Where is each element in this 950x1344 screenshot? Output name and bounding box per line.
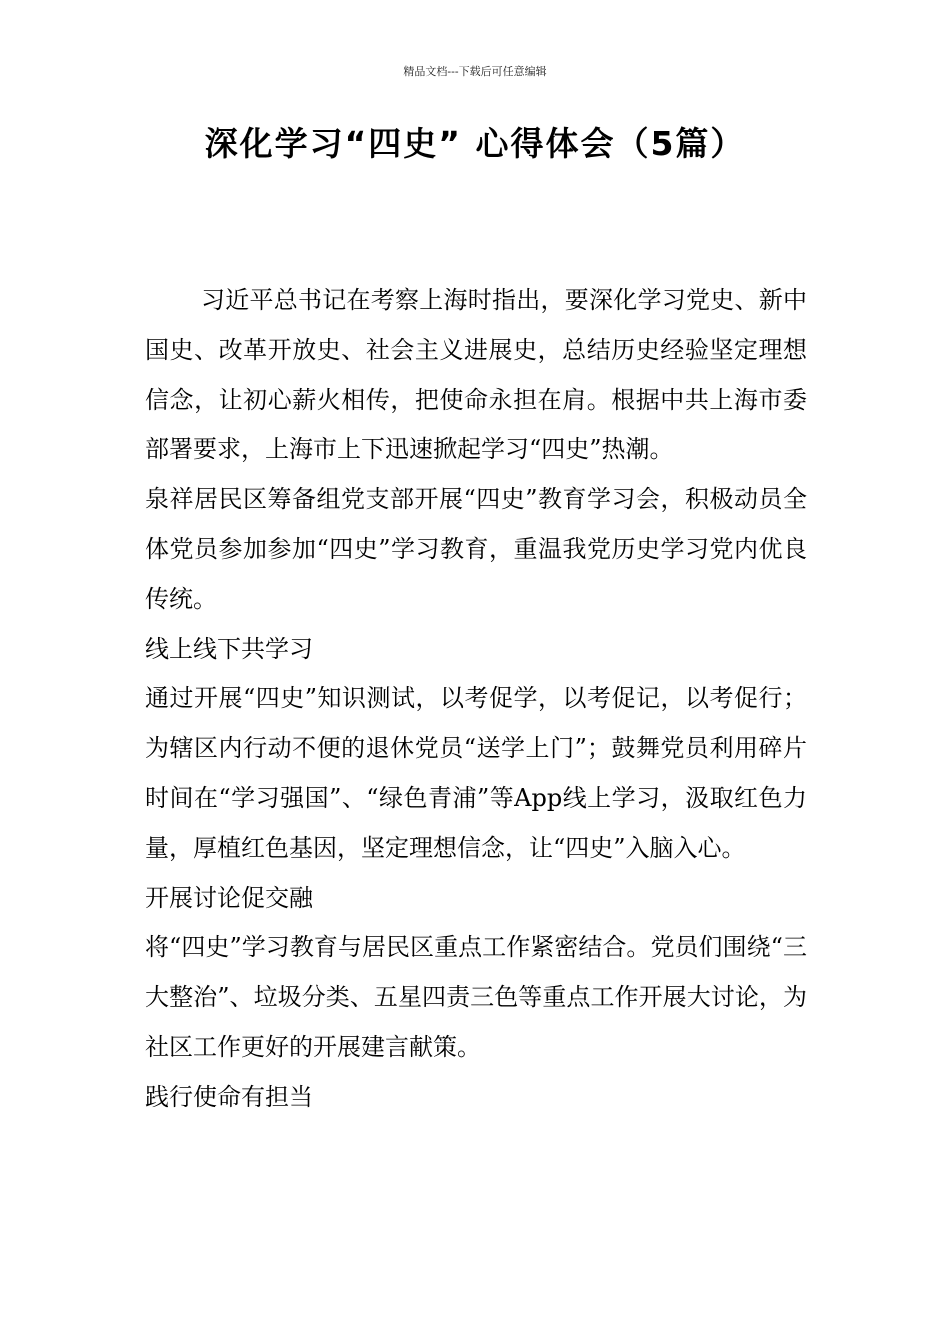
section-heading-discussion: 开展讨论促交融 bbox=[145, 883, 313, 912]
page-header: 精品文档---下载后可任意编辑 bbox=[403, 65, 547, 78]
document-title: 深化学习“四史” 心得体会（5篇） bbox=[204, 124, 746, 163]
paragraph-study-meeting: 泉祥居民区筹备组党支部开展“四史”教育学习会，积极动员全体党员参加参加“四史”学习教育，重温我党历史学习党内优良传统。 bbox=[145, 485, 807, 613]
section-heading-online-offline: 线上线下共学习 bbox=[145, 634, 313, 663]
section-heading-mission: 践行使命有担当 bbox=[145, 1082, 313, 1111]
paragraph-online-offline: 通过开展“四史”知识测试，以考促学，以考促记，以考促行；为辖区内行动不便的退休党员“送学上门”；鼓舞党员利用碎片时间在“学习强国”、“绿色青浦”等App线上学习，汲取红色力量，厚植红色基因，坚定理想信念，让“四史”入脑入心。 bbox=[145, 684, 807, 862]
paragraph-discussion: 将“四史”学习教育与居民区重点工作紧密结合。党员们围绕“三大整治”、垃圾分类、五星四责三色等重点工作开展大讨论，为社区工作更好的开展建言献策。 bbox=[145, 933, 807, 1061]
paragraph-intro: 习近平总书记在考察上海时指出，要深化学习党史、新中国史、改革开放史、社会主义进展史，总结历史经验坚定理想信念，让初心薪火相传，把使命永担在肩。根据中共上海市委部署要求，上海市上下迅速掀起学习“四史”热潮。 bbox=[145, 286, 807, 464]
document-body bbox=[145, 276, 807, 1123]
